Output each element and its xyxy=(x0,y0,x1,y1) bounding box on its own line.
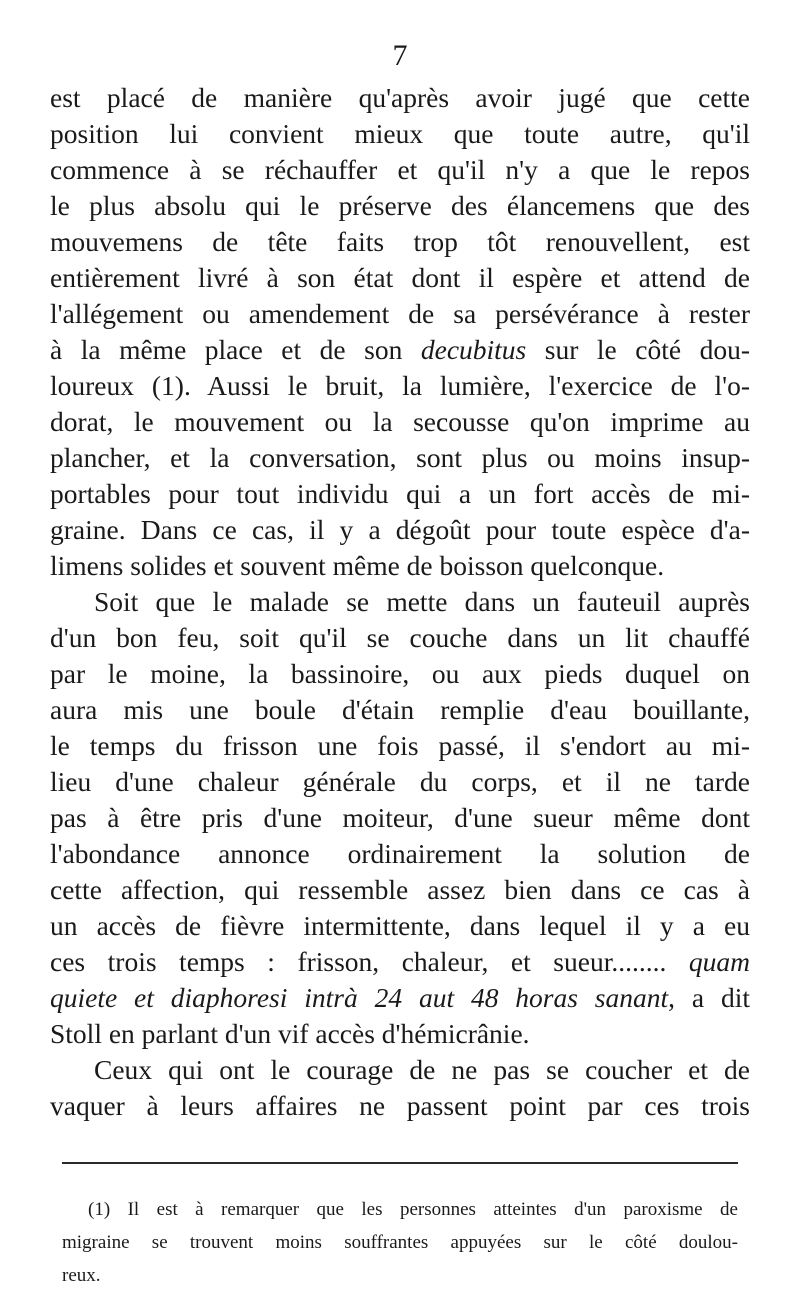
italic-text: decubitus xyxy=(420,334,527,365)
italic-text: quam xyxy=(688,946,750,977)
text-segment: vaquer à leurs affaires ne passent point par ces trois xyxy=(50,1090,750,1121)
text-line xyxy=(50,584,750,620)
text-line xyxy=(50,944,750,980)
text-segment: sur le côté dou- xyxy=(526,334,750,365)
text-line xyxy=(50,476,750,512)
text-line xyxy=(50,692,750,728)
text-segment: position lui convient mieux que toute autre, qu'il xyxy=(50,118,750,149)
text-line xyxy=(50,620,750,656)
paragraph xyxy=(50,584,750,1052)
text-segment: Soit que le malade se mette dans un fauteuil auprès xyxy=(94,586,750,617)
paragraph xyxy=(50,80,750,584)
text-segment: le temps du frisson une fois passé, il s'endort au mi- xyxy=(50,730,750,761)
footnote-line: (1) Il est à remarquer que les personnes atteintes d'un paroxisme de xyxy=(88,1199,738,1220)
text-segment: commence à se réchauffer et qu'il n'y a que le repos xyxy=(50,154,750,185)
text-segment: pas à être pris d'une moiteur, d'une sueur même dont xyxy=(50,802,750,833)
text-line xyxy=(50,368,750,404)
text-segment: mouvemens de tête faits trop tôt renouvellent, est xyxy=(50,226,750,257)
text-segment: un accès de fièvre intermittente, dans lequel il y a eu xyxy=(50,910,750,941)
text-line xyxy=(50,980,750,1016)
text-segment: par le moine, la bassinoire, ou aux pieds duquel on xyxy=(50,658,750,689)
text-segment: lieu d'une chaleur générale du corps, et il ne tarde xyxy=(50,766,750,797)
text-line xyxy=(50,512,750,548)
text-segment: limens solides et souvent même de boisson quelconque. xyxy=(50,550,665,581)
text-line xyxy=(50,188,750,224)
text-segment: loureux (1). Aussi le bruit, la lumière, l'exercice de l'o- xyxy=(50,370,750,401)
text-line xyxy=(50,764,750,800)
text-line xyxy=(50,908,750,944)
text-line xyxy=(50,260,750,296)
text-segment: plancher, et la conversation, sont plus ou moins insup- xyxy=(50,442,750,473)
text-segment: portables pour tout individu qui a un fort accès de mi- xyxy=(50,478,750,509)
text-line xyxy=(50,872,750,908)
text-line xyxy=(50,332,750,368)
text-segment: graine. Dans ce cas, il y a dégoût pour toute espèce d'a- xyxy=(50,514,750,545)
page-number: 7 xyxy=(392,39,408,72)
text-segment: l'allégement ou amendement de sa persévérance à rester xyxy=(50,298,750,329)
text-line xyxy=(50,548,750,584)
text-line xyxy=(50,116,750,152)
text-line xyxy=(50,1088,750,1124)
footnote xyxy=(62,1193,738,1292)
text-line xyxy=(50,836,750,872)
text-line xyxy=(50,296,750,332)
text-segment: à la même place et de son xyxy=(50,334,421,365)
footnote-line: migraine se trouvent moins souffrantes appuyées sur le côté doulou- xyxy=(62,1232,738,1253)
footnote-rule xyxy=(62,1162,738,1164)
text-line xyxy=(50,1016,750,1052)
text-line xyxy=(50,80,750,116)
body-text xyxy=(50,80,750,1124)
text-line xyxy=(50,440,750,476)
text-segment: Stoll en parlant d'un vif accès d'hémicrânie. xyxy=(50,1018,530,1049)
text-segment: aura mis une boule d'étain remplie d'eau bouillante, xyxy=(50,694,750,725)
text-line xyxy=(50,404,750,440)
text-line xyxy=(50,800,750,836)
paragraph xyxy=(50,1052,750,1124)
text-segment: dorat, le mouvement ou la secousse qu'on imprime au xyxy=(50,406,750,437)
footnote-line: reux. xyxy=(62,1265,101,1286)
text-segment: d'un bon feu, soit qu'il se couche dans un lit chauffé xyxy=(50,622,750,653)
text-line xyxy=(50,728,750,764)
text-segment: entièrement livré à son état dont il espère et attend de xyxy=(50,262,750,293)
text-line xyxy=(50,152,750,188)
text-segment: ces trois temps : frisson, chaleur, et sueur........ xyxy=(50,946,689,977)
italic-text: quiete et diaphoresi intrà 24 aut 48 horas sanant xyxy=(50,982,669,1013)
text-segment: Ceux qui ont le courage de ne pas se coucher et de xyxy=(94,1054,750,1085)
text-segment: cette affection, qui ressemble assez bien dans ce cas à xyxy=(50,874,750,905)
text-segment: l'abondance annonce ordinairement la solution de xyxy=(50,838,750,869)
text-segment: est placé de manière qu'après avoir jugé que cette xyxy=(50,82,750,113)
text-line xyxy=(50,656,750,692)
text-segment: le plus absolu qui le préserve des élancemens que des xyxy=(50,190,750,221)
text-segment: , a dit xyxy=(668,982,750,1013)
text-line xyxy=(50,1052,750,1088)
text-line xyxy=(50,224,750,260)
